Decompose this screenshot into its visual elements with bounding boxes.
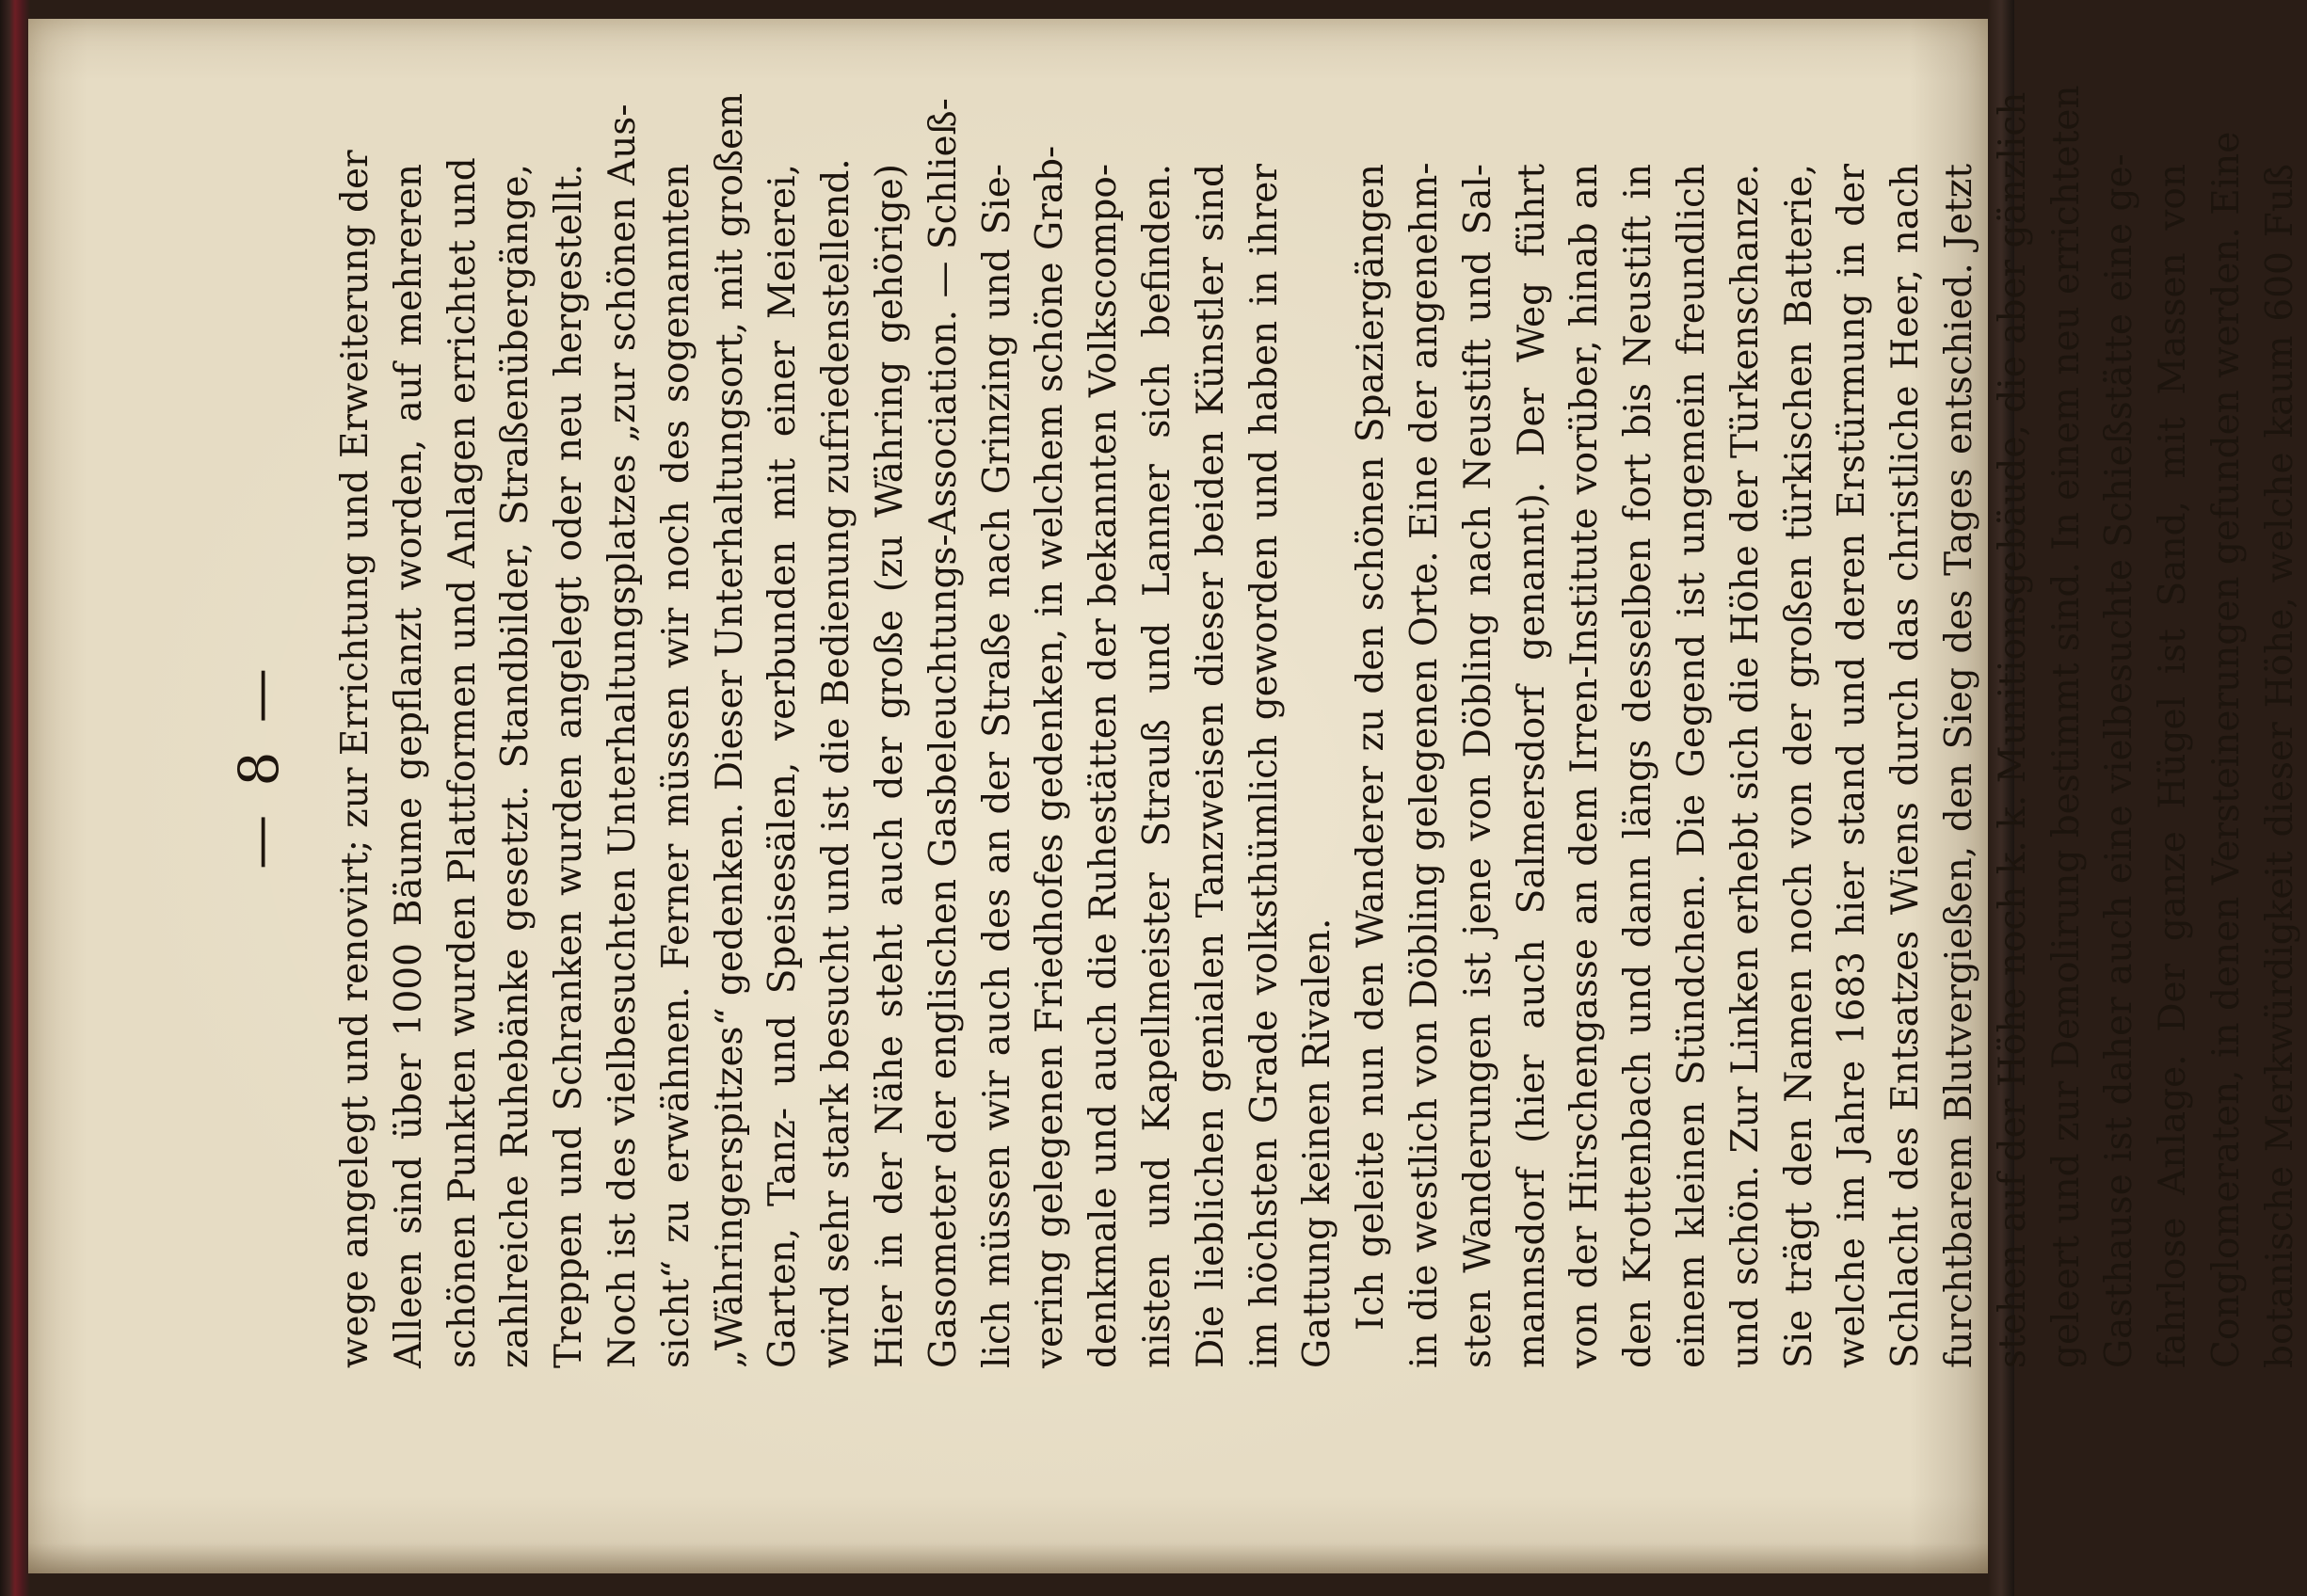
text-line: Gasthause ist daher auch eine vielbesuchte Schießstätte eine ge- <box>2098 153 2141 1368</box>
text-line: einem kleinen Stündchen. Die Gegend ist ungemein freundlich <box>1670 164 1713 1368</box>
text-line: Sie trägt den Namen noch von der großen türkischen Batterie, <box>1777 164 1820 1368</box>
rotated-text-frame <box>227 85 2301 1368</box>
text-line: denkmale und auch die Ruhestätten der bekannten Volkscompo- <box>1082 164 1126 1368</box>
gutter-shadow <box>28 1543 1988 1573</box>
text-body <box>329 85 2301 1368</box>
text-line: Garten, Tanz- und Speisesälen, verbunden mit einer Meierei, <box>761 164 805 1368</box>
text-line: wege angelegt und renovirt; zur Errichtung und Erweiterung der <box>334 150 376 1368</box>
text-line: nisten und Kapellmeister Strauß und Lanner sich befinden. <box>1135 164 1178 1368</box>
text-line: den Krottenbach und dann längs desselben fort bis Neustift in <box>1617 164 1660 1368</box>
text-line: stehen auf der Höhe noch k. k. Munitionsgebäude, die aber gänzlich <box>1991 91 2034 1368</box>
text-line: geleert und zur Demolirung bestimmt sind. In einem neu errichteten <box>2044 85 2088 1368</box>
text-line: Gattung keinen Rivalen. <box>1296 918 1339 1368</box>
text-line: wird sehr stark besucht und ist die Bedienung zufriedenstellend. <box>815 158 858 1368</box>
text-line: Treppen und Schranken wurden angelegt oder neu hergestellt. <box>548 164 591 1368</box>
text-line: in die westlich von Döbling gelegenen Orte. Eine der angenehm- <box>1402 162 1446 1368</box>
text-line: botanische Merkwürdigkeit dieser Höhe, welche kaum 600 Fuß <box>2258 164 2301 1368</box>
text-line: Schlacht des Entsatzes Wiens durch das christliche Heer, nach <box>1884 164 1928 1368</box>
text-line: schönen Punkten wurden Plattformen und Anlagen errichtet und <box>441 157 484 1368</box>
text-line: Noch ist des vielbesuchten Unterhaltungsplatzes „zur schönen Aus- <box>601 104 644 1368</box>
text-line: mannsdorf (hier auch Salmersdorf genannt). Der Weg führt <box>1510 164 1553 1368</box>
text-line: sicht“ zu erwähnen. Ferner müssen wir noch des sogenannten <box>654 164 697 1368</box>
text-line: vering gelegenen Friedhofes gedenken, in welchem schöne Grab- <box>1029 145 1072 1368</box>
text-line: und schön. Zur Linken erhebt sich die Höhe der Türkenschanze. <box>1723 164 1767 1368</box>
text-line: furchtbarem Blutvergießen, den Sieg des Tages entschied. Jetzt <box>1937 164 1980 1368</box>
text-line: im höchsten Grade volksthümlich geworden und haben in ihrer <box>1242 164 1286 1368</box>
text-line: von der Hirschengasse an dem Irren-Institute vorüber, hinab an <box>1563 164 1607 1368</box>
text-line: Ich geleite nun den Wanderer zu den schönen Spaziergängen <box>1350 164 1393 1331</box>
text-line: Die lieblichen genialen Tanzweisen dieser beiden Künstler sind <box>1189 164 1232 1368</box>
text-line: zahlreiche Ruhebänke gesetzt. Standbilder, Straßenübergänge, <box>494 164 537 1368</box>
text-line: lich müssen wir auch des an der Straße nach Grinzing und Sie- <box>975 164 1018 1368</box>
text-line: Alleen sind über 1000 Bäume gepflanzt worden, auf mehreren <box>387 164 430 1368</box>
text-line: fahrlose Anlage. Der ganze Hügel ist Sand, mit Massen von <box>2152 164 2195 1368</box>
page-number: — 8 — <box>227 662 291 870</box>
text-line: sten Wanderungen ist jene von Döbling nach Neustift und Sal- <box>1456 164 1499 1368</box>
text-line: Conglomeraten, in denen Versteinerungen gefunden werden. Eine <box>2204 131 2248 1368</box>
text-line: „Währingerspitzes“ gedenken. Dieser Unterhaltungsort, mit großem <box>708 92 751 1368</box>
text-line: welche im Jahre 1683 hier stand und deren Erstürmung in der <box>1831 164 1874 1368</box>
text-line: Hier in der Nähe steht auch der große (zu Währing gehörige) <box>868 164 911 1368</box>
text-line: Gasometer der englischen Gasbeleuchtungs-Association. — Schließ- <box>921 98 965 1368</box>
